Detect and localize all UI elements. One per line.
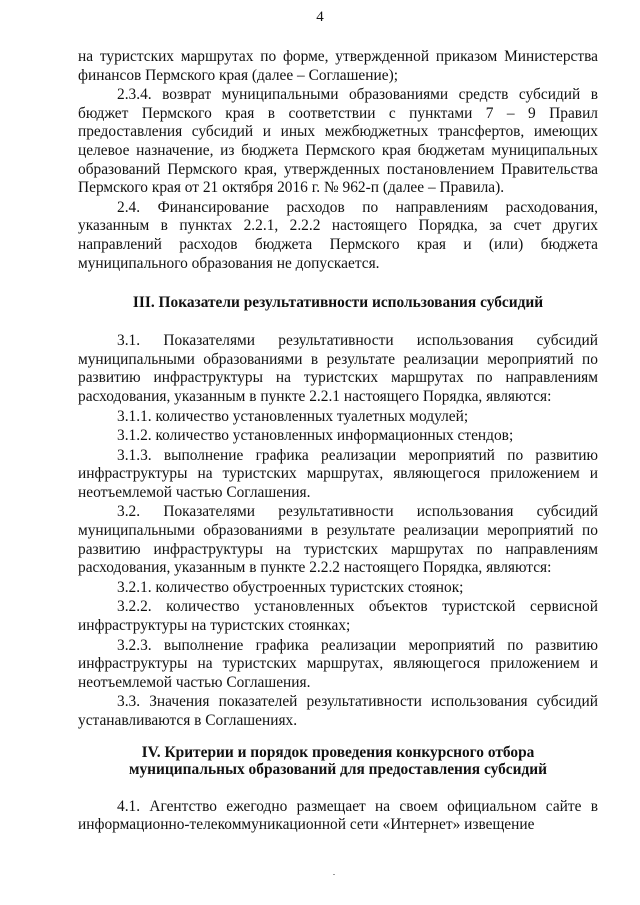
paragraph-2-3-4: 2.3.4. возврат муниципальными образованиями средств субсидий в бюджет Пермского края в соответствии с пунктами 7 – 9 Правил предоставления субсидий и иных межбюджетных трансфертов, имеющих целевое назначение, из бюджета Пермского края бюджетам муниципальных образований Пермского края, утвержденных постановлением Правительства Пермского края от 21 октября 2016 г. № 962-п (далее – Правила). (78, 86, 598, 197)
section-heading-4-line-1: IV. Критерии и порядок проведения конкурсного отбора (141, 743, 535, 761)
paragraph-3-1-3: 3.1.3. выполнение графика реализации мероприятий по развитию инфраструктуры на туристских маршрутах, являющегося приложением и неотъемлемой частью Соглашения. (78, 446, 598, 501)
section-heading-3: III. Показатели результативности использования субсидий (132, 294, 544, 312)
paragraph-3-1-2: 3.1.2. количество установленных информационных стендов; (117, 427, 514, 445)
document-body (78, 48, 598, 835)
paragraph-3-3: 3.3. Значения показателей результативности использования субсидий устанавливаются в Соглашениях. (78, 693, 598, 729)
paragraph-3-2-1: 3.2.1. количество обустроенных туристских стоянок; (117, 578, 464, 596)
section-heading-4-line-2: муниципальных образований для предоставления субсидий (129, 760, 547, 778)
page-number: 4 (316, 9, 324, 25)
scan-speck (333, 874, 335, 875)
paragraph-3-1-1: 3.1.1. количество установленных туалетных модулей; (117, 407, 469, 425)
paragraph-2-4: 2.4. Финансирование расходов по направлениям расходования, указанным в пунктах 2.2.1, 2.2.2 настоящего Порядка, за счет других направлений расходов бюджета Пермского края и (или) бюджета муниципального образования не допускается. (78, 198, 598, 272)
paragraph-3-2: 3.2. Показателями результативности использования субсидий муниципальными образованиями в результате реализации мероприятий по развитию инфраструктуры на туристских маршрутах по направлениям расходования, указанным в пункте 2.2.2 настоящего Порядка, являются: (78, 503, 598, 577)
paragraph-3-2-3: 3.2.3. выполнение графика реализации мероприятий по развитию инфраструктуры на туристских маршрутах, являющегося приложением и неотъемлемой частью Соглашения. (78, 636, 598, 691)
paragraph-continuation: на туристских маршрутах по форме, утвержденной приказом Министерства финансов Пермского края (далее – Соглашение); (78, 48, 598, 84)
section-heading-4 (78, 744, 598, 778)
paragraph-3-1: 3.1. Показателями результативности использования субсидий муниципальными образованиями в результате реализации мероприятий по развитию инфраструктуры на туристских маршрутах по направлениям расходования, указанным в пункте 2.2.1 настоящего Порядка, являются: (78, 332, 598, 405)
paragraph-4-1: 4.1. Агентство ежегодно размещает на своем официальном сайте в информационно-телекоммуникационной сети «Интернет» извещение (78, 797, 598, 834)
paragraph-3-2-2: 3.2.2. количество установленных объектов туристской сервисной инфраструктуры на туристских стоянках; (78, 598, 598, 635)
